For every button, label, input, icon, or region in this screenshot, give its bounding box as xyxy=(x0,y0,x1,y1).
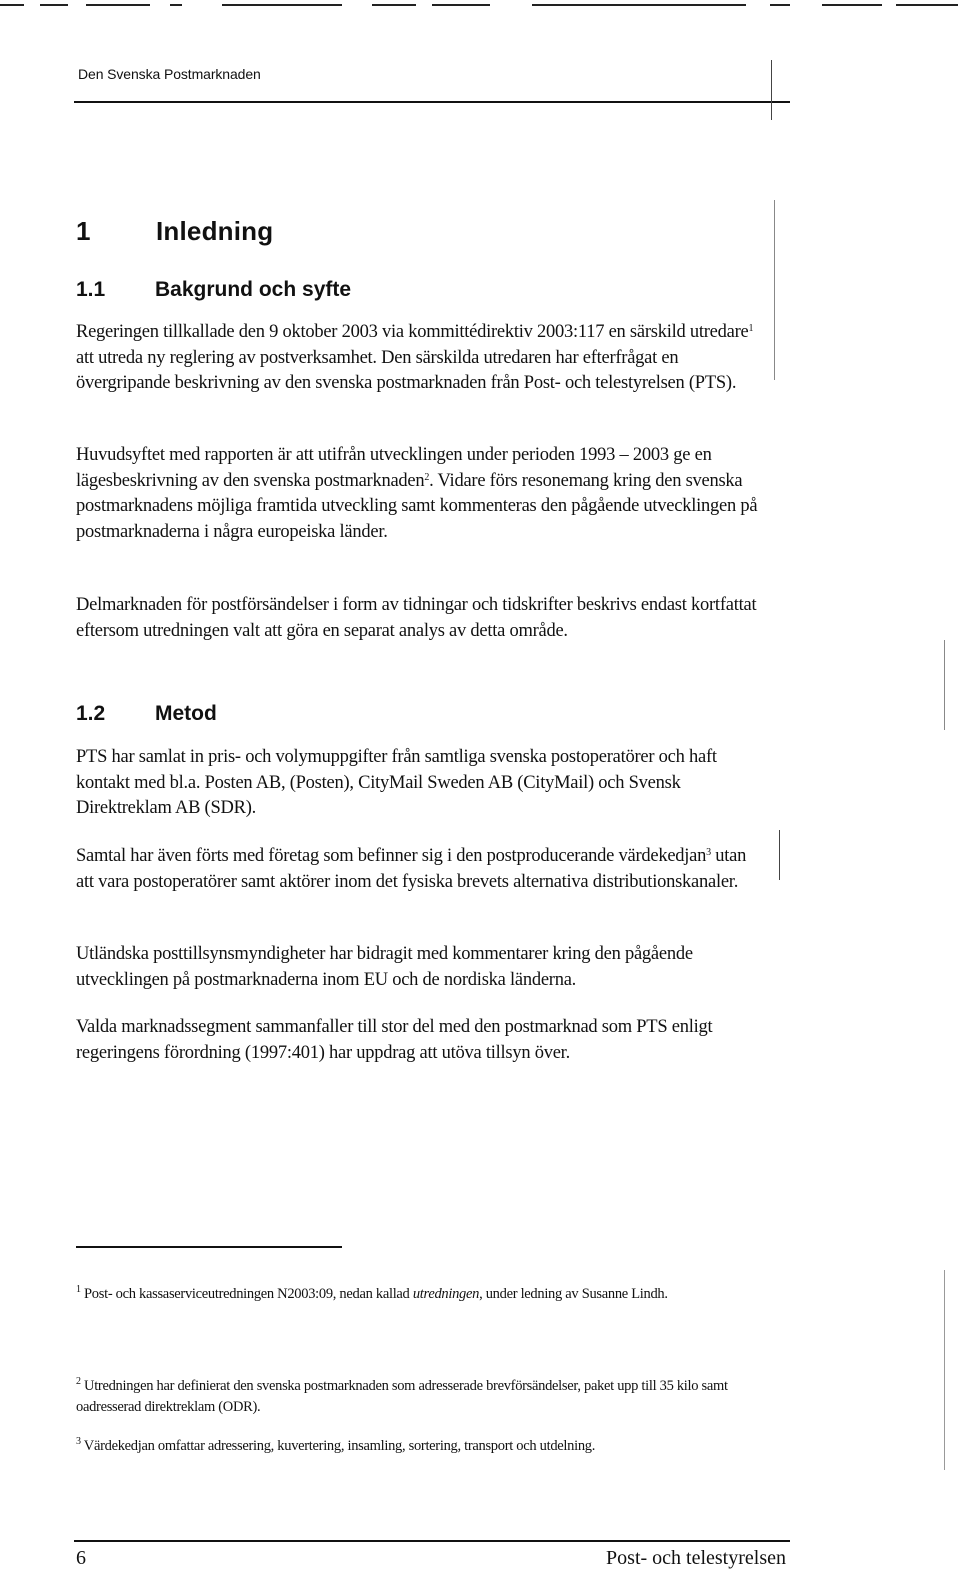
footnote-text: , under ledning av Susanne Lindh. xyxy=(479,1286,668,1302)
footnote-mark: 1 xyxy=(76,1284,81,1295)
footnote-mark: 2 xyxy=(76,1376,81,1387)
footnote-text: Utredningen har definierat den svenska postmarknaden som adresserade brevförsändelser, paket upp till 35 kilo samt oadresserad direktreklam (ODR). xyxy=(76,1378,728,1415)
paragraph: Utländska posttillsynsmyndigheter har bidragit med kommentarer kring den pågående utvecklingen på postmarknaderna inom EU och de nordiska länderna. xyxy=(76,944,693,990)
paragraph xyxy=(76,844,766,895)
paragraph-text: Samtal har även förts med företag som befinner sig i den postproducerande värdekedjan xyxy=(76,846,707,866)
paragraph: Delmarknaden för postförsändelser i form av tidningar och tidskrifter beskrivs endast kortfattat eftersom utredningen valt att göra en separat analys av detta område. xyxy=(76,595,757,641)
section-number: 1.1 xyxy=(76,278,106,301)
page-number: 6 xyxy=(76,1547,86,1569)
paragraph-text: Regeringen tillkallade den 9 oktober 2003 via kommittédirektiv 2003:117 en särskild utredare xyxy=(76,322,749,342)
footer-organization: Post- och telestyrelsen xyxy=(606,1547,786,1569)
footnote xyxy=(76,1376,784,1418)
section-heading-1-2 xyxy=(76,702,217,726)
chapter-heading xyxy=(76,216,273,247)
footnote-ref: 2 xyxy=(424,471,430,483)
footnote-mark: 3 xyxy=(76,1436,81,1447)
paragraph-text: utan att vara postoperatörer samt aktörer inom det fysiska brevets alternativa distributionskanaler. xyxy=(76,846,747,892)
section-number: 1.2 xyxy=(76,702,106,725)
paragraph xyxy=(76,320,766,397)
chapter-title: Inledning xyxy=(156,216,274,246)
footnote-text: Värdekedjan omfattar adressering, kuvertering, insamling, sortering, transport och utdelning. xyxy=(83,1438,596,1454)
scan-edge-artifact xyxy=(0,2,960,10)
running-header: Den Svenska Postmarknaden xyxy=(78,66,261,82)
footer-rule xyxy=(74,1540,790,1542)
footnote-emphasis: utredningen xyxy=(412,1286,480,1302)
chapter-number: 1 xyxy=(76,216,91,246)
paragraph xyxy=(76,443,766,545)
paragraph-text: Huvudsyftet med rapporten är att utifrån utvecklingen under perioden 1993 – 2003 ge en lägesbeskrivning av den svenska postmarknaden xyxy=(76,445,712,491)
section-title: Bakgrund och syfte xyxy=(155,278,352,301)
footnote xyxy=(76,1436,784,1457)
footnote-ref: 1 xyxy=(748,323,754,334)
footnote-text: Post- och kassaserviceutredningen N2003:09, nedan kallad xyxy=(84,1286,413,1302)
paragraph-text: . Vidare förs resonemang kring den svenska postmarknadens möjliga framtida utveckling samt kommenteras den pågående utvecklingen på postmarknaderna i några europeiska länder. xyxy=(76,470,758,542)
footnote-rule xyxy=(76,1246,342,1248)
footnote-ref: 3 xyxy=(706,847,711,858)
paragraph: Valda marknadssegment sammanfaller till stor del med den postmarknad som PTS enligt regeringens förordning (1997:401) har uppdrag att utöva tillsyn över. xyxy=(76,1017,713,1063)
paragraph-text: att utreda ny reglering av postverksamhet. Den särskilda utredaren har efterfrågat en övergripande beskrivning av den svenska postmarknaden från Post- och telestyrelsen (PTS). xyxy=(76,347,737,393)
section-heading-1-1 xyxy=(76,278,351,302)
scan-margin-line xyxy=(779,830,780,880)
paragraph: PTS har samlat in pris- och volymuppgifter från samtliga svenska postoperatörer och haft kontakt med bl.a. Posten AB, (Posten), CityMail Sweden AB (CityMail) och Svensk Direktreklam AB (SDR). xyxy=(76,747,717,818)
section-title: Metod xyxy=(155,702,217,725)
header-rule xyxy=(74,101,790,103)
scan-margin-line xyxy=(944,640,945,730)
scan-margin-line xyxy=(944,1270,945,1470)
scan-margin-line xyxy=(774,200,775,380)
scan-margin-line xyxy=(771,60,772,120)
footnote xyxy=(76,1284,784,1305)
